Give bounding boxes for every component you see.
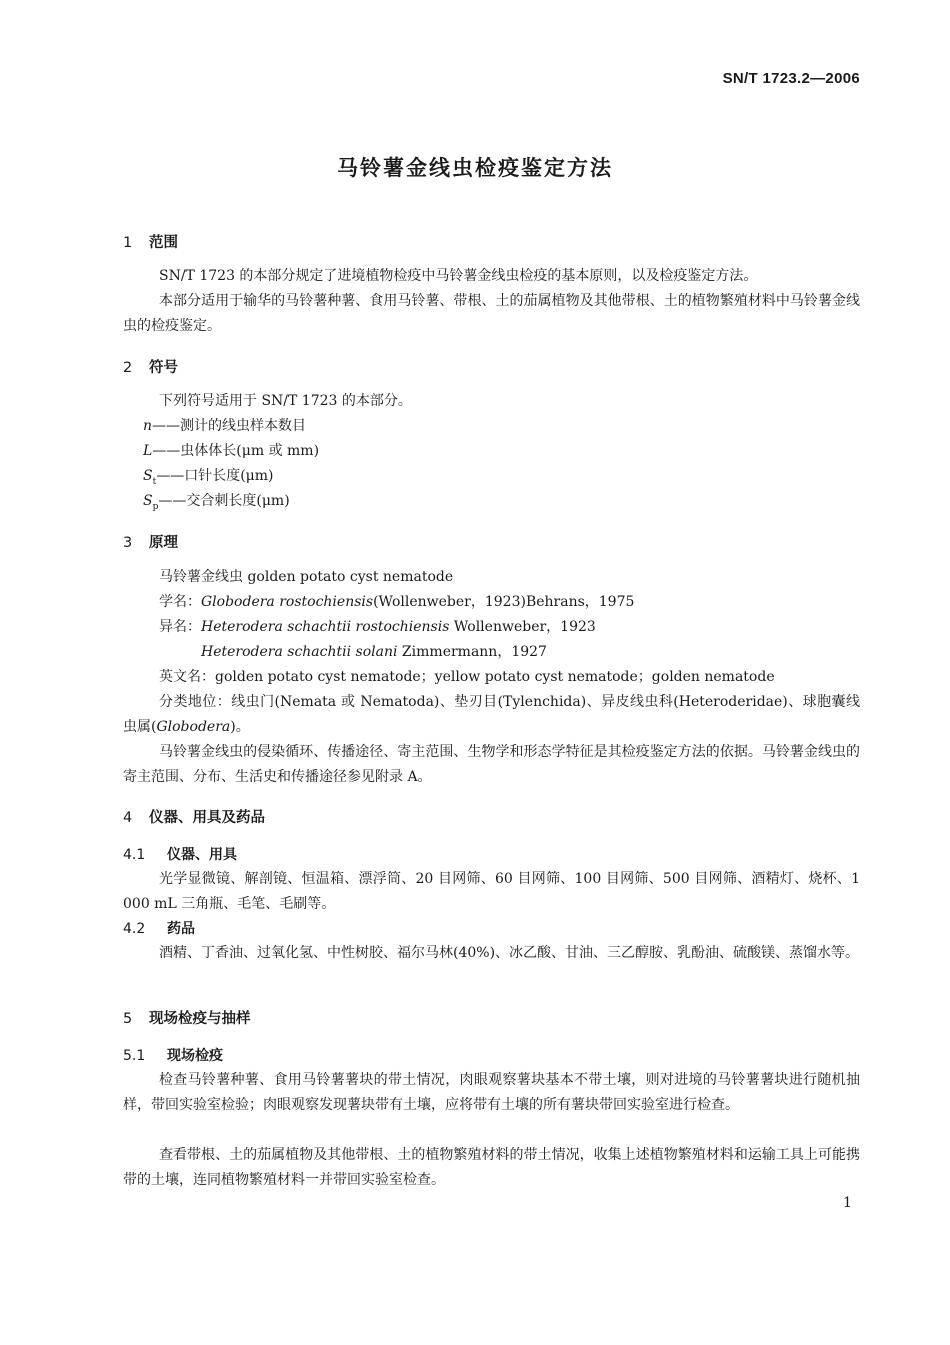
section-3-heading	[123, 531, 178, 552]
paragraph: 本部分适用于输华的马铃薯种薯、食用马铃薯、带根、土的茄属植物及其他带根、土的植物繁殖材料中马铃薯金线虫的检疫鉴定。	[123, 293, 860, 334]
section-title: 原理	[149, 535, 178, 551]
section-5-heading	[123, 1007, 251, 1028]
paragraph: 马铃薯金线虫的侵染循环、传播途径、寄主范围、生物学和形态学特征是其检疫鉴定方法的依据。马铃薯金线虫的寄主范围、分布、生活史和传播途径参见附录 A。	[123, 744, 860, 785]
label: 学名：	[159, 594, 201, 610]
latin-name: Globodera	[156, 719, 231, 735]
section-number: 1	[123, 235, 133, 251]
paragraph: 检查马铃薯种薯、食用马铃薯薯块的带土情况，肉眼观察薯块基本不带土壤，则对进境的马铃薯薯块进行随机抽样，带回实验室检验；肉眼观察发现薯块带有土壤，应将带有土壤的所有薯块带回实验室进行检查。	[123, 1072, 860, 1113]
page-number: 1	[843, 1195, 852, 1211]
paragraph: SN/T 1723 的本部分规定了进境植物检疫中马铃薯金线虫检疫的基本原则，以及检疫鉴定方法。	[159, 268, 758, 284]
author: Wollenweber，1923	[449, 619, 596, 635]
section-title: 现场检疫与抽样	[149, 1011, 251, 1027]
subsection-title: 药品	[167, 921, 195, 937]
symbol-description: ——测计的线虫样本数目	[152, 418, 307, 434]
symbol: S	[143, 493, 153, 509]
subsection-title: 仪器、用具	[167, 847, 237, 863]
symbol-item	[143, 414, 306, 439]
standard-number: SN/T 1723.2—2006	[722, 70, 860, 87]
symbol-item	[143, 489, 290, 520]
paragraph	[123, 690, 860, 740]
section-title: 符号	[149, 360, 178, 376]
symbol: L	[143, 443, 153, 459]
symbol-item	[143, 439, 319, 464]
synonym	[159, 615, 596, 640]
subsection-number: 4.1	[123, 847, 146, 863]
latin-name: Globodera rostochiensis	[201, 594, 374, 610]
paragraph: 马铃薯金线虫 golden potato cyst nematode	[159, 569, 454, 585]
subsection-4-2-heading	[123, 918, 195, 938]
symbol: S	[143, 468, 153, 484]
paragraph: 酒精、丁香油、过氧化氢、中性树胶、福尔马林(40%)、冰乙酸、甘油、三乙醇胺、乳酚油、硫酸镁、蒸馏水等。	[159, 945, 860, 961]
author: Zimmermann，1927	[397, 644, 547, 660]
text: )。	[230, 719, 250, 735]
section-4-heading	[123, 806, 265, 827]
symbol-subscript: p	[152, 501, 159, 512]
latin-name: Heterodera schachtii solani	[201, 644, 398, 660]
symbol-description: ——虫体体长(μm 或 mm)	[152, 443, 320, 459]
symbol-description: ——交合刺长度(μm)	[158, 493, 290, 509]
synonym	[201, 640, 547, 665]
section-number: 3	[123, 535, 133, 551]
section-number: 4	[123, 810, 133, 826]
latin-name: Heterodera schachtii rostochiensis	[201, 619, 450, 635]
paragraph: 下列符号适用于 SN/T 1723 的本部分。	[159, 393, 412, 409]
subsection-4-1-heading	[123, 844, 237, 864]
section-2-heading	[123, 356, 178, 377]
document-title: 马铃薯金线虫检疫鉴定方法	[337, 156, 613, 180]
symbol: n	[143, 418, 153, 434]
paragraph: 光学显微镜、解剖镜、恒温箱、漂浮筒、20 目网筛、60 目网筛、100 目网筛、500 目网筛、酒精灯、烧杯、1 000 mL 三角瓶、毛笔、毛刷等。	[123, 871, 860, 912]
section-number: 2	[123, 360, 133, 376]
subsection-title: 现场检疫	[167, 1048, 223, 1064]
symbol-subscript: t	[152, 476, 157, 487]
section-title: 仪器、用具及药品	[149, 810, 265, 826]
label: 异名：	[159, 619, 201, 635]
text: 分类地位：线虫门(Nemata 或 Nematoda)、垫刃目(Tylenchida)、异皮线虫科(Heteroderidae)、球胞囊线虫属(	[123, 694, 860, 735]
scientific-name	[159, 590, 634, 615]
symbol-description: ——口针长度(μm)	[156, 468, 274, 484]
paragraph: 英文名：golden potato cyst nematode；yellow potato cyst nematode；golden nematode	[159, 669, 775, 685]
paragraph: 查看带根、土的茄属植物及其他带根、土的植物繁殖材料的带土情况，收集上述植物繁殖材料和运输工具上可能携带的土壤，连同植物繁殖材料一并带回实验室检查。	[123, 1147, 860, 1188]
subsection-number: 4.2	[123, 921, 146, 937]
subsection-number: 5.1	[123, 1048, 146, 1064]
section-number: 5	[123, 1011, 133, 1027]
author: (Wollenweber，1923)Behrans，1975	[373, 594, 635, 610]
subsection-5-1-heading	[123, 1045, 223, 1065]
section-1-heading	[123, 231, 178, 252]
section-title: 范围	[149, 235, 178, 251]
